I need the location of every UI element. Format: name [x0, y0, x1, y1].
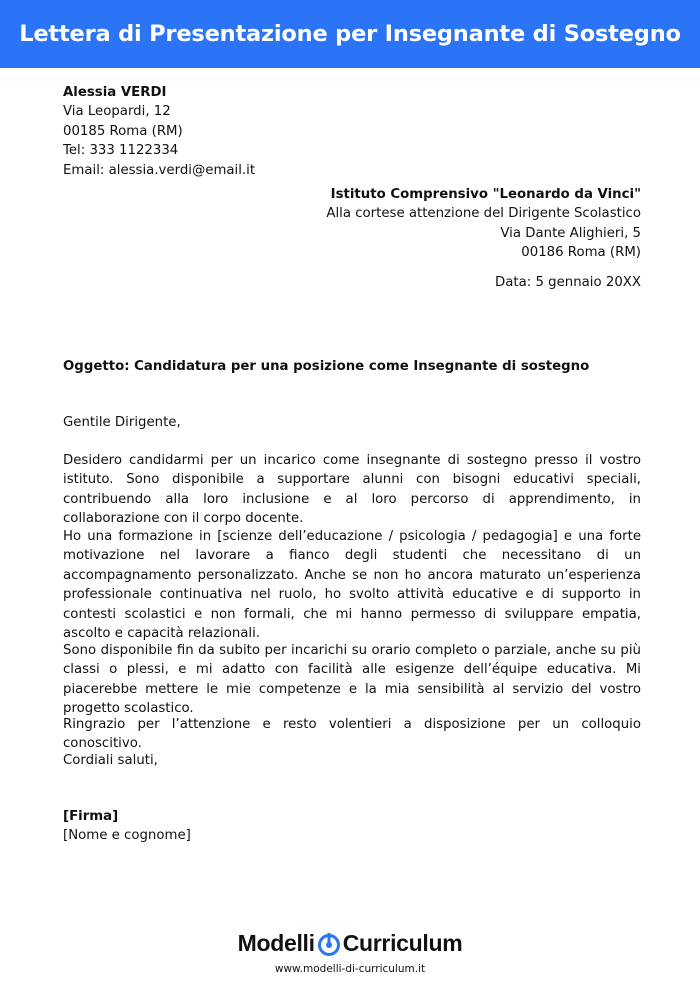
- recipient-institute: Istituto Comprensivo "Leonardo da Vinci": [330, 187, 641, 202]
- signature-name: [Nome e cognome]: [63, 828, 191, 843]
- paragraph-1: Desidero candidarmi per un incarico come insegnante di sostegno presso il vostro istituto. Sono disponibile a supportare alunni con bisogni educativi speciali, contribuendo alla loro inclusione e al loro percorso di apprendimento, in collaborazione con il corpo docente.: [63, 453, 641, 527]
- letter-subject: Oggetto: Candidatura per una posizione come Insegnante di sostegno: [63, 359, 590, 374]
- signature-label: [Firma]: [63, 809, 119, 824]
- paragraph-2: Ho una formazione in [scienze dell’educazione / psicologia / pedagogia] e una forte motivazione nel lavorare a fianco degli studenti che necessitano di un accompagnamento personalizzato. Anche se non ho ancora maturato un’esperienza professionale continuativa nel ruolo, ho svolto attività educative e di supporto in contesti scolastici e non formali, che mi hanno permesso di sviluppare empatia, ascolto e capacità relazionali.: [63, 529, 641, 642]
- sender-block: [63, 83, 641, 180]
- recipient-address: Via Dante Alighieri, 5: [500, 225, 641, 241]
- brand-right: Curriculum: [342, 930, 463, 956]
- letter-date: Data: 5 gennaio 20XX: [495, 275, 641, 290]
- recipient-attention: Alla cortese attenzione del Dirigente Scolastico: [326, 206, 641, 222]
- brand-left: Modelli: [237, 930, 315, 956]
- sender-email: Email: alessia.verdi@email.it: [63, 162, 256, 178]
- paragraph-4: Ringrazio per l’attenzione e resto volentieri a disposizione per un colloquio conoscitivo.: [63, 717, 641, 752]
- greeting: Gentile Dirigente,: [63, 415, 181, 430]
- sender-phone: Tel: 333 1122334: [63, 143, 179, 159]
- letter-body: [63, 83, 641, 843]
- document-icon: [316, 931, 342, 957]
- paragraph-3: Sono disponibile fin da subito per incarichi su orario completo o parziale, anche su più classi o plessi, e mi adatto con facilità alle esigenze dell’équipe educativa. Mi piacerebbe mettere le mie competenze e la mia sensibilità al servizio del vostro progetto scolastico.: [63, 643, 641, 717]
- page-title: Lettera di Presentazione per Insegnante di Sostegno: [19, 21, 681, 47]
- closing: Cordiali saluti,: [63, 753, 158, 768]
- sender-city: 00185 Roma (RM): [63, 123, 183, 139]
- brand-logo: [238, 930, 463, 957]
- recipient-block: [326, 185, 641, 263]
- sender-address: Via Leopardi, 12: [63, 104, 171, 120]
- footer: [0, 930, 700, 975]
- website-link[interactable]: www.modelli-di-curriculum.it: [274, 963, 426, 975]
- sender-name: Alessia VERDI: [63, 85, 167, 100]
- title-banner: [0, 0, 700, 68]
- recipient-city: 00186 Roma (RM): [521, 245, 641, 261]
